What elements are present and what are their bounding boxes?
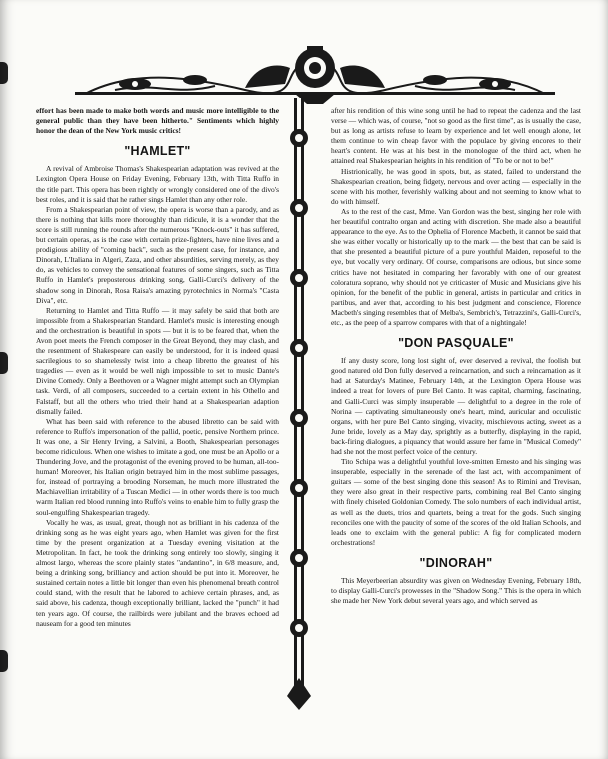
continued-paragraph-2: Histrionically, he was good in spots, but, as stated, failed to understand the Shakespearian creation, being fidgety, nervous and over acting — especially in the scene with his mother, feverishly walking about and not seeming to know what to do with himself.: [331, 166, 581, 206]
hamlet-paragraph-1: A revival of Ambroise Thomas's Shakespearian adaptation was revived at the Lexington Opera House on Friday Evening, February 13th, with Titta Ruffo in the title part. This opera has been rightly or wrongly considered one of the divo's best roles, and it is said that he rather sings Hamlet than any other role.: [36, 164, 279, 204]
intro-paragraph: effort has been made to make both words and music more intelligible to the general public than they have been hitherto." Sentiments which highly honor the dean of the New York music critics!: [36, 106, 279, 136]
continued-paragraph-1: after his rendition of this wine song until he had to repeat the cadenza and the last verse — which was, of course, "not so good as the first time", as is usually the case, but as long as artists refuse to learn by experience and let well enough alone, let them continue to win cheap favor with the populace by giving encores to their heart's content. He was at his best in the monologue of the third act, when he attained real Shakespearian heights in his rendition of "To be or not to be!": [331, 106, 581, 166]
right-column: [331, 106, 581, 606]
header-ornament: [75, 38, 555, 104]
binding-hole-middle: [0, 352, 8, 374]
hamlet-paragraph-3: Returning to Hamlet and Titta Ruffo — it may safely be said that both are impossible from a Shakespearian Standard. Hamlet's music is interesting enough and the orchestration is beautiful in spots — but it is to be feared that, when the Avon poet meets the French composer in the Great Beyond, they may clash, and the resentment of Shakespeare can easily be understood, for it is indeed quasi sacrilegious to so shamelessly twist into a cheap libretto the greatest of his tragedies — even as it would be well nigh impossible to set to music Dante's Divine Comedy. Only a Beethoven or a Wagner might attempt such an Olympian task. Verdi, of all composers, succeeded to a certain extent in his Othello and Falstaff, but all the others who tried their hand at a Shakespearian adaption dismally failed.: [36, 305, 279, 416]
binding-hole-bottom: [0, 650, 8, 672]
binding-hole-top: [0, 62, 8, 84]
column-divider-ornament: [277, 98, 321, 710]
hamlet-paragraph-2: From a Shakespearian point of view, the opera is worse than a parody, and as there is nothing that kills more thoroughly than ridicule, it is a wonder that the score is still running the rounds after the numerous "Knock-outs" it has suffered, but certain operas, as is the case with certain prize-fighters, have nine lives and a prodigious ability of "coming back", such as the present case, for instance, and Dinorah, L'Italiana in Algeri, Zaza, and other absurdities, serving merely, as they do, as vehicles to convey the sensational features of some singers, such as Titta Ruffo in Hamlet's preposterous drinking song, Galli-Curci's delivery of the shadow song in Dinorah, Rosa Raisa's amazing pyrotechnics in Norma's "Casta Diva", etc.: [36, 204, 279, 305]
don-pasquale-paragraph-1: If any dusty score, long lost sight of, ever deserved a revival, the foolish but good natured old Don fully deserved a reincarnation, and such a reincarnation as it had at Saturday's Matinee, February 14th, at the Lexington Opera House was indeed a treat for lovers of pure Bel Canto. It was capital, charming, fascinating, and Galli-Curci was simply insuperable — delightful to a degree in the role of Norina — captivating simultaneously one's heart, mind, auricular and occulistic organs, with her pure Bel Canto singing, vivacity, mischievous acting, sweet as a June bride, lovely as a May day, sprightly as a butterfly, displaying in the rapid, back-firing dialogues, a piquancy that would assure her fame in "Musical Comedy" had she not the most perfect voice of the century.: [331, 356, 581, 456]
left-column: [36, 106, 279, 629]
dinorah-heading: "DINORAH": [419, 555, 493, 570]
dinorah-paragraph-1: This Meyerbeerian absurdity was given on Wednesday Evening, February 18th, to display Galli-Curci's prowesses in the "Shadow Song." This is the opera in which she made her New York debut several years ago, and which served as: [331, 576, 581, 606]
hamlet-heading: "HAMLET": [124, 144, 191, 159]
don-pasquale-paragraph-2: Tito Schipa was a delightful youthful love-smitten Ernesto and his singing was insuperable, especially in the serenade of the last act, with accompaniment of guitars — some of the best singing done this season! As to Rimini and Trevisan, they were also great in their respective parts, combining real Bel Canto singing with finely chiseled Goldonian Comedy. The solo numbers of each individual artist, as well as the duets, trios and quartets, being a treat for the gods. Such singing reconciles one with the paucity of some of the scores of the old Italian Schools, and leads one to exclaim with the general public: A fig for complicated modern orchestrations!: [331, 457, 581, 547]
hamlet-paragraph-5: Vocally he was, as usual, great, though not as brilliant in his cadenza of the drinking song as he was eight years ago, when Hamlet was given for the first time by the present organization at a Tuesday evening visitation at the Metropolitan. In fact, he took the drinking song entirely too slowly, singing it almost largo, whereas the score plainly states "andantino", in 6/8 measure, and, being a drinking song, brilliancy and action should be put into it. Moreover, he sustained certain notes a little bit longer than even his phenomenal breath control could stand, with the result that he labored to achieve certain phrases, and, as said above, his cadenza, though exceptionally brilliant, lacked the "punch" it had ten years ago. Of course, the railbirds were jubilant and the braves echoed ad nauseam for a good ten minutes: [36, 517, 279, 628]
hamlet-paragraph-4: What has been said with reference to the abused libretto can be said with reference to Ruffo's impersonation of the pallid, poetic, pensive Northern prince. It was one, a Sir Henry Irving, a Salvini, a Booth, Shakespearian personages become ridiculous. When one wishes to imitate a god, one must be an Apollo or a Thundering Jove, and the protagonist of the evening proved to be human, all-too-human! Moreover, his Italian origin betrayed him in the most sublime passages, for, instead of portraying a brooding Norseman, he much more illustrated the Machiavellian irritability of a Tuscan Medici — in other words there is too much warm Italian red blood running into Ruffo's veins to enable him to fully grasp the soul-engulfing Shakespearian tragedy.: [36, 416, 279, 517]
don-pasquale-heading: "DON PASQUALE": [398, 336, 514, 351]
continued-paragraph-3: As to the rest of the cast, Mme. Van Gordon was the best, singing her role with her beautiful contralto organ and acting with discretion. She made also a beautiful appearance to the eye. As to the Ophelia of Florence Macbeth, it cannot be said that she was either vocally or historically up to the mark — the best that can be said is that she presented a beautiful picture of a pure youthful Maiden, reposeful to the eye, but vocally very ordinary. Of course, comparisons are odious, but since some critics have not hesitated in comparing her favorably with one of our greatest coloratura soprano, why should not ye criticaster of Music and Musicians give his opinion, for the benefit of the public in general, artists in particular and critics in partibus, and aver that, according to his best judgment and conscience, Florence Macbeth's singing resembles that of Melba's, Sembrich's, Tetrazzini's, Galli-Curci's, etc., as the peep of a sparrow compares with that of a nightingale!: [331, 206, 581, 327]
